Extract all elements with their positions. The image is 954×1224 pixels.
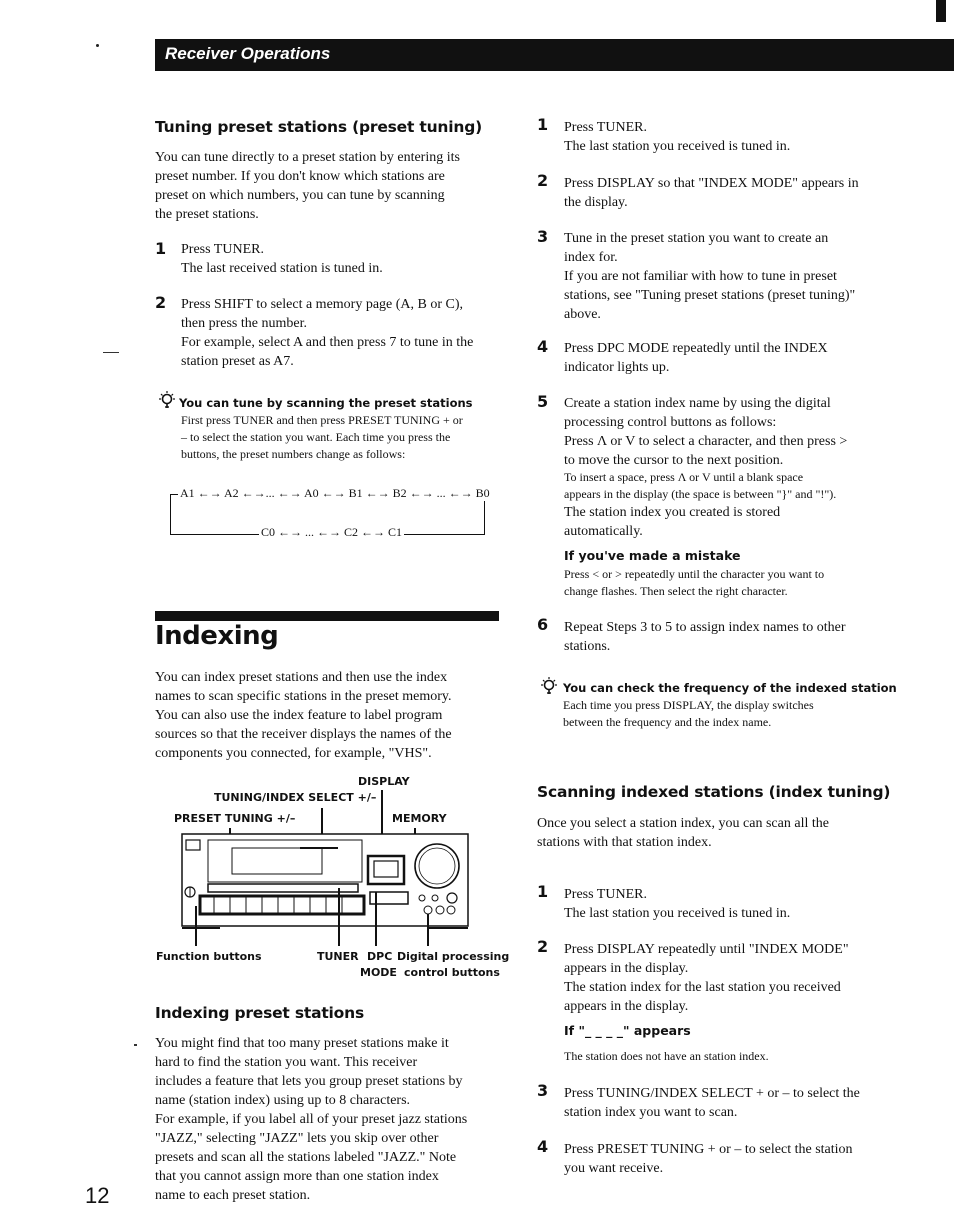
preset-sequence-bottom: C0 ←→ ... ←→ C2 ←→ C1 — [261, 525, 403, 539]
preset-tuning-intro: You can tune directly to a preset station by entering its preset number. If you don't know which stations are preset on which numbers, you can tune by scanning the preset stations. — [155, 150, 460, 222]
mistake-text: Press < or > repeatedly until the character you want to change flashes. Then select the right character. — [564, 567, 825, 598]
step-text: Press SHIFT to select a memory page (A, B or C), then press the number. For example, select A and then press 7 to tune in the station preset as A7. — [181, 297, 474, 369]
tip-heading: You can tune by scanning the preset stations — [179, 396, 473, 410]
tip-text: First press TUNER and then press PRESET TUNING + or – to select the station you want. Each time you press the buttons, the preset numbers change as follows: — [181, 413, 463, 461]
lightbulb-icon — [540, 676, 558, 696]
tip-heading: You can check the frequency of the indexed station — [563, 681, 897, 695]
tip-text: Each time you press DISPLAY, the display switches between the frequency and the index name. — [563, 698, 814, 729]
step5-tail: The station index you created is stored automatically. — [564, 505, 781, 539]
label-digital-processing: Digital processing — [397, 950, 510, 963]
indexing-heading: Indexing — [155, 621, 279, 651]
page-edge-marker — [936, 0, 946, 22]
indexing-intro: You can index preset stations and then use the index names to scan specific stations in the preset memory. You can also use the index feature to label program sources so that the receiver displays the names of the components you connected, for example, "VHS". — [155, 670, 452, 761]
step-text: Press DISPLAY so that "INDEX MODE" appears in the display. — [564, 176, 859, 210]
step-text: Press TUNER. The last station you received is tuned in. — [564, 887, 791, 921]
step-number: 5 — [537, 392, 549, 411]
step-number: 2 — [155, 293, 167, 312]
step-text: Repeat Steps 3 to 5 to assign index names to other stations. — [564, 620, 846, 654]
indexing-preset-heading: Indexing preset stations — [155, 1004, 364, 1022]
step-text: Press DISPLAY repeatedly until "INDEX MODE" appears in the display. The station index for the last station you received appears in the display. — [564, 942, 849, 1014]
step-number: 1 — [155, 239, 167, 258]
preset-tuning-heading: Tuning preset stations (preset tuning) — [155, 118, 482, 136]
section-title: Receiver Operations — [165, 44, 331, 63]
step-number: 4 — [537, 337, 549, 356]
scanning-intro: Once you select a station index, you can scan all the stations with that station index. — [537, 816, 829, 850]
label-control-buttons: control buttons — [404, 966, 500, 979]
step-number: 4 — [537, 1137, 549, 1156]
label-display: DISPLAY — [358, 775, 410, 788]
page-number: 12 — [85, 1183, 110, 1208]
step-number: 3 — [537, 227, 549, 246]
step-text: Press DPC MODE repeatedly until the INDEX indicator lights up. — [564, 341, 828, 375]
preset-sequence-top: A1 ←→ A2 ←→... ←→ A0 ←→ B1 ←→ B2 ←→ ... ←→ B0 — [180, 486, 490, 500]
step-number: 2 — [537, 171, 549, 190]
label-mode: MODE — [360, 966, 397, 979]
mistake-heading: If you've made a mistake — [564, 548, 741, 563]
if-appears-text: The station does not have an station index. — [564, 1049, 769, 1063]
lightbulb-icon — [158, 390, 176, 410]
step-number: 6 — [537, 615, 549, 634]
step-number: 2 — [537, 937, 549, 956]
step5-note: To insert a space, press Λ or V until a blank space appears in the display (the space is between "}" and "!"). — [564, 470, 837, 501]
indexing-preset-text: You might find that too many preset stations make it hard to find the station you want. This receiver includes a feature that lets you group preset stations by name (station index) using up to 8 characters. For example, if you label all of your preset jazz stations "JAZZ," selecting "JAZZ" lets you skip over other presets and scan all the stations labeled "JAZZ." Note that you cannot assign more than one station index name to each preset station. — [155, 1036, 468, 1203]
margin-mark — [134, 1044, 137, 1046]
step-text: Press TUNER. The last station you received is tuned in. — [564, 120, 791, 154]
step-text: Press TUNER. The last received station is tuned in. — [181, 242, 383, 276]
if-appears-heading: If "_ _ _ _" appears — [564, 1023, 691, 1038]
step-text: Create a station index name by using the digital processing control buttons as follows: Press Λ or V to select a character, and then press > to move the cursor to the next position. — [564, 396, 848, 468]
label-dpc: DPC — [367, 950, 393, 963]
step-text: Tune in the preset station you want to create an index for. If you are not familiar with how to tune in preset stations, see "Tuning preset stations (preset tuning)" above. — [564, 231, 856, 322]
scanning-heading: Scanning indexed stations (index tuning) — [537, 783, 891, 801]
step-text: Press TUNING/INDEX SELECT + or – to select the station index you want to scan. — [564, 1086, 860, 1120]
label-function-buttons: Function buttons — [156, 950, 262, 963]
margin-mark — [103, 352, 119, 353]
step-number: 3 — [537, 1081, 549, 1100]
receiver-front-panel-illustration — [170, 788, 475, 948]
label-tuner: TUNER — [317, 950, 359, 963]
scan-speck — [96, 44, 99, 47]
section-rule — [155, 611, 499, 621]
label-preset-tuning: PRESET TUNING +/– — [174, 812, 296, 825]
step-number: 1 — [537, 882, 549, 901]
label-tuning-index-select: TUNING/INDEX SELECT +/– — [214, 791, 377, 804]
step-number: 1 — [537, 115, 549, 134]
label-memory: MEMORY — [392, 812, 447, 825]
step-text: Press PRESET TUNING + or – to select the station you want receive. — [564, 1142, 853, 1176]
